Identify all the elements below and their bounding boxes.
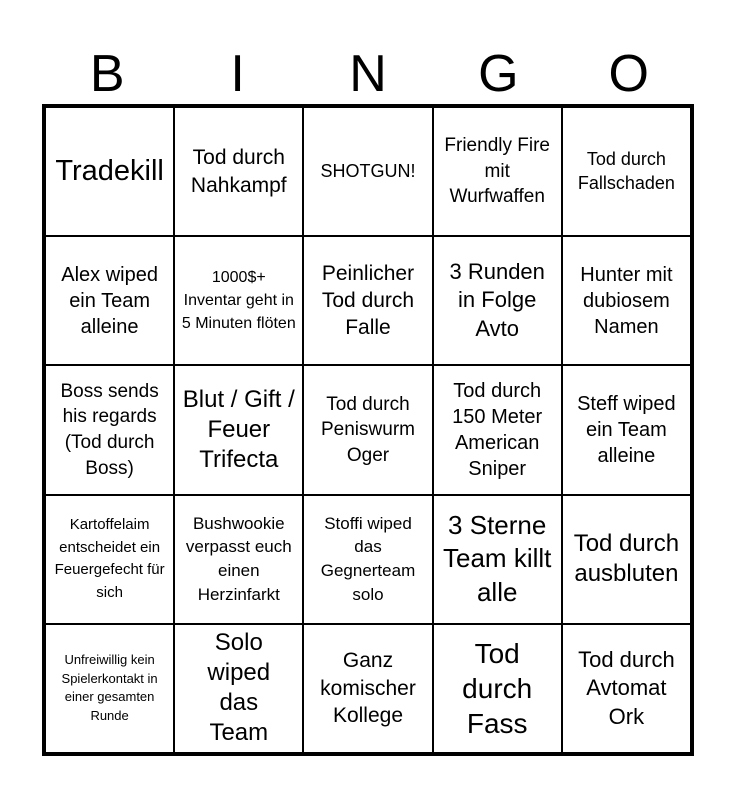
bingo-cell[interactable]: [174, 624, 303, 753]
header-letter-i: I: [230, 45, 245, 103]
bingo-cell[interactable]: [303, 624, 432, 753]
bingo-cell-text: Tod durch Peniswurm Oger: [321, 393, 415, 466]
bingo-cell[interactable]: [433, 107, 562, 236]
bingo-cell[interactable]: [174, 495, 303, 624]
bingo-cell-text: SHOTGUN!: [320, 160, 416, 181]
bingo-cell[interactable]: [45, 495, 174, 624]
bingo-cell[interactable]: [45, 236, 174, 365]
bingo-cell-text: Boss sends his regards (Tod durch Boss): [60, 380, 159, 479]
bingo-cell-text: Solo wiped das Team: [207, 629, 271, 747]
bingo-header: [42, 44, 694, 104]
header-letter-o: O: [608, 45, 649, 103]
bingo-cell-text: Tod durch ausbluten: [573, 530, 680, 588]
bingo-cell-text: Peinlicher Tod durch Falle: [321, 261, 415, 340]
bingo-cell-text: Tod durch Fallschaden: [577, 149, 675, 193]
bingo-cell[interactable]: [562, 236, 691, 365]
bingo-cell-text: Ganz komischer Kollege: [320, 649, 416, 728]
header-letter-n: N: [349, 45, 387, 103]
bingo-cell-text: 3 Sterne Team killt alle: [443, 509, 552, 608]
bingo-cell-text: Tod durch 150 Meter American Sniper: [452, 379, 543, 480]
bingo-cell[interactable]: [174, 365, 303, 494]
bingo-cell[interactable]: [303, 365, 432, 494]
bingo-cell-text: 1000$+ Inventar geht in 5 Minuten flöten: [181, 269, 296, 333]
bingo-grid: [42, 104, 694, 756]
bingo-cell-text: Stoffi wiped das Gegnerteam solo: [320, 513, 416, 604]
bingo-cell-text: Hunter mit dubiosem Namen: [580, 263, 673, 338]
bingo-cell-text: Tradekill: [55, 155, 164, 188]
header-letter-b: B: [89, 45, 125, 103]
bingo-cell[interactable]: [433, 495, 562, 624]
bingo-cell[interactable]: [433, 236, 562, 365]
bingo-cell[interactable]: [433, 365, 562, 494]
bingo-cell[interactable]: [433, 624, 562, 753]
bingo-cell[interactable]: [562, 495, 691, 624]
header-letter-g: G: [478, 45, 519, 103]
bingo-cell-text: Friendly Fire mit Wurfwaffen: [444, 135, 550, 208]
bingo-cell-text: Kartoffelaim entscheidet ein Feuergefecht für sich: [54, 516, 165, 601]
bingo-cell[interactable]: [303, 107, 432, 236]
bingo-cell[interactable]: [303, 495, 432, 624]
bingo-cell-text: Tod durch Fass: [462, 637, 533, 739]
bingo-cell-text: Tod durch Avtomat Ork: [578, 646, 675, 729]
bingo-cell-text: Bushwookie verpasst euch einen Herzinfarkt: [185, 513, 292, 604]
bingo-cell[interactable]: [45, 624, 174, 753]
bingo-cell[interactable]: [562, 365, 691, 494]
bingo-cell[interactable]: [562, 107, 691, 236]
bingo-cell[interactable]: [174, 236, 303, 365]
bingo-cell[interactable]: [45, 365, 174, 494]
bingo-cell-text: Steff wiped ein Team alleine: [577, 392, 676, 467]
bingo-cell-text: Blut / Gift / Feuer Trifecta: [182, 385, 295, 473]
bingo-cell[interactable]: [45, 107, 174, 236]
bingo-cell-text: Alex wiped ein Team alleine: [61, 263, 158, 338]
bingo-cell-text: 3 Runden in Folge Avto: [449, 258, 545, 342]
bingo-cell-text: Tod durch Nahkampf: [190, 146, 287, 197]
bingo-cell[interactable]: [562, 624, 691, 753]
bingo-cell[interactable]: [303, 236, 432, 365]
bingo-cell-text: Unfreiwillig kein Spielerkontakt in einer gesamten Runde: [61, 651, 158, 724]
bingo-cell[interactable]: [174, 107, 303, 236]
